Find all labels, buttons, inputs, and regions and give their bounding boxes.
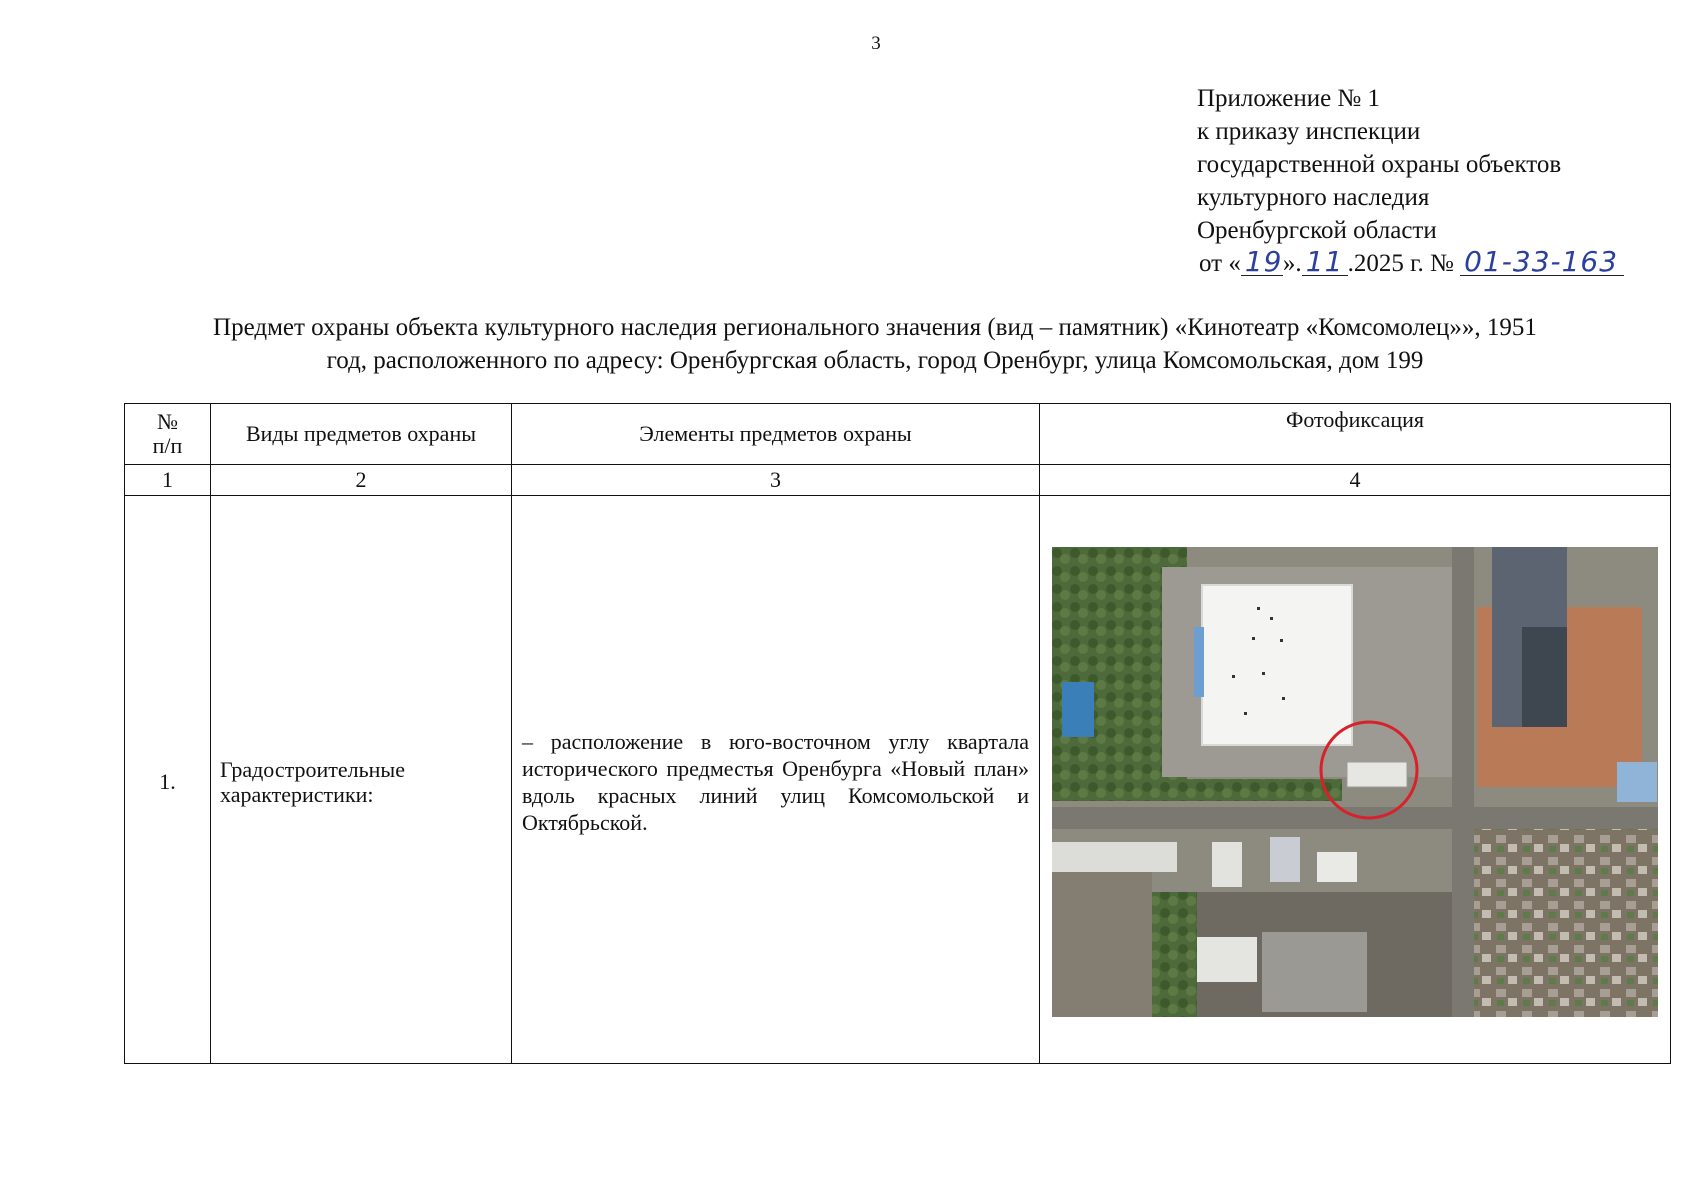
table-row <box>125 496 1671 1064</box>
handwritten-month: 11 <box>1302 249 1348 276</box>
document-title <box>105 311 1645 377</box>
column-number-1: 1 <box>125 465 211 496</box>
photo-lower-building-1 <box>1052 842 1177 872</box>
photo-lower-left <box>1052 872 1152 1017</box>
date-mid: ». <box>1282 250 1302 277</box>
photo-right-building <box>1617 762 1657 802</box>
photo-sports-court <box>1062 682 1094 737</box>
photo-tree-row <box>1052 779 1342 801</box>
header-num-line-2: п/п <box>152 433 183 458</box>
photo-building-annex <box>1194 627 1204 697</box>
protection-subject-table <box>124 403 1671 1064</box>
header-num-line-1: № <box>157 409 178 434</box>
appendix-date-line <box>1199 247 1624 280</box>
document-title-line-2: год, расположенного по адресу: Оренбургская область, город Оренбург, улица Комсомольская, дом 199 <box>326 347 1424 374</box>
row-kind-line-2: характеристики: <box>220 781 374 807</box>
row-elements: – расположение в юго-восточном углу квартала исторического предместья Оренбурга «Новый план» вдоль красных линий улиц Комсомольской и Октябрьской. <box>512 496 1040 1064</box>
column-number-3: 3 <box>512 465 1040 496</box>
appendix-line-4: культурного наследия <box>1197 184 1430 211</box>
row-photo-cell <box>1040 496 1671 1064</box>
photo-lower-building-3 <box>1270 837 1300 882</box>
appendix-line-1: Приложение № 1 <box>1197 85 1381 112</box>
date-prefix: от « <box>1199 250 1241 277</box>
header-elements: Элементы предметов охраны <box>512 404 1040 465</box>
appendix-line-3: государственной охраны объектов <box>1197 151 1562 178</box>
date-year: .2025 г. № <box>1347 250 1454 277</box>
appendix-line-2: к приказу инспекции <box>1197 118 1421 145</box>
header-photo: Фотофиксация <box>1040 404 1671 465</box>
photo-lower-building-4 <box>1317 852 1357 882</box>
photo-lower-building-2 <box>1212 842 1242 887</box>
header-kinds: Виды предметов охраны <box>211 404 512 465</box>
header-num <box>125 404 211 465</box>
photo-green-strip <box>1152 892 1197 1017</box>
handwritten-day: 19 <box>1241 249 1283 276</box>
row-number: 1. <box>125 496 211 1064</box>
row-kind <box>211 496 512 1064</box>
column-number-2: 2 <box>211 465 512 496</box>
photo-large-building <box>1202 585 1352 745</box>
handwritten-order-number: 01-33-163 <box>1460 249 1624 276</box>
aerial-photo <box>1052 547 1658 1017</box>
photo-street-vertical <box>1452 547 1474 1017</box>
column-number-4: 4 <box>1040 465 1671 496</box>
photo-cinema-building <box>1347 762 1407 787</box>
photo-street-horizontal <box>1052 807 1658 829</box>
appendix-block <box>1197 82 1624 280</box>
photo-warehouse-2 <box>1262 932 1367 1012</box>
photo-tower-shadow <box>1522 627 1567 727</box>
appendix-line-5: Оренбургской области <box>1197 217 1437 244</box>
document-title-line-1: Предмет охраны объекта культурного наследия регионального значения (вид – памятник) «Кинотеатр «Комсомолец»», 1951 <box>213 314 1537 341</box>
row-kind-line-1: Градостроительные <box>220 756 405 782</box>
page-number: 3 <box>871 33 881 54</box>
table-header-row <box>125 404 1671 465</box>
column-number-row <box>125 465 1671 496</box>
photo-private-houses <box>1474 829 1658 1017</box>
photo-warehouse-1 <box>1197 937 1257 982</box>
